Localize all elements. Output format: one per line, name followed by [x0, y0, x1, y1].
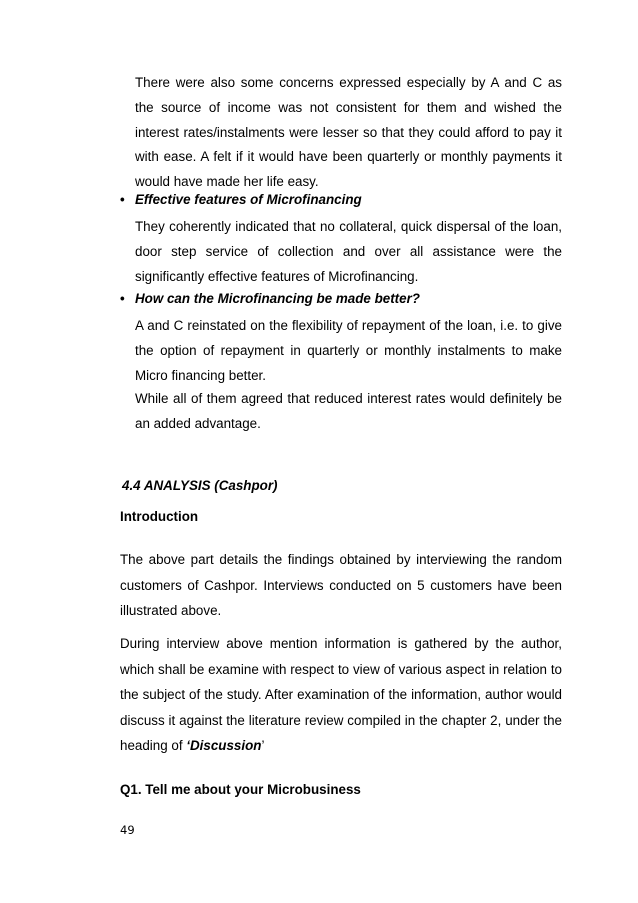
- bullet-effective-features: [120, 192, 562, 207]
- question-heading: Q1. Tell me about your Microbusiness: [120, 782, 361, 797]
- bullet-label: Effective features of Microfinancing: [135, 192, 362, 207]
- bullet-dot-icon: •: [120, 291, 125, 306]
- bullet-dot-icon: •: [120, 192, 125, 207]
- bullet-made-better: [120, 291, 562, 306]
- paragraph-examination: [120, 631, 562, 759]
- introduction-heading: Introduction: [120, 509, 199, 524]
- paragraph-text: During interview above mention information is gathered by the author, which shall be examine with respect to view of various aspect in relation to the subject of the study. After examination of the information, author would discuss it against the literature review compiled in the chapter 2, under the heading of: [120, 636, 562, 753]
- paragraph-findings: The above part details the findings obtained by interviewing the random customers of Cashpor. Interviews conducted on 5 customers have been illustrated above.: [120, 552, 562, 618]
- page-number: 49: [120, 823, 135, 837]
- paragraph-interest-rates: While all of them agreed that reduced interest rates would definitely be an added advantage.: [135, 391, 562, 431]
- closing-quote: ’: [261, 738, 265, 753]
- paragraph-concerns: There were also some concerns expressed especially by A and C as the source of income was not consistent for them and wished the interest rates/instalments were lesser so that they could afford to pay it with ease. A felt if it would have been quarterly or monthly payments it would have made her life easy.: [135, 75, 562, 190]
- paragraph-features: They coherently indicated that no collateral, quick dispersal of the loan, door step service of collection and over all assistance were the significantly effective features of Microfinancing.: [135, 219, 562, 284]
- discussion-term: ‘Discussion: [186, 738, 262, 753]
- bullet-label: How can the Microfinancing be made better?: [135, 291, 420, 306]
- paragraph-repayment: A and C reinstated on the flexibility of repayment of the loan, i.e. to give the option of repayment in quarterly or monthly instalments to make Micro financing better.: [135, 318, 562, 383]
- section-heading: 4.4 ANALYSIS (Cashpor): [122, 478, 278, 493]
